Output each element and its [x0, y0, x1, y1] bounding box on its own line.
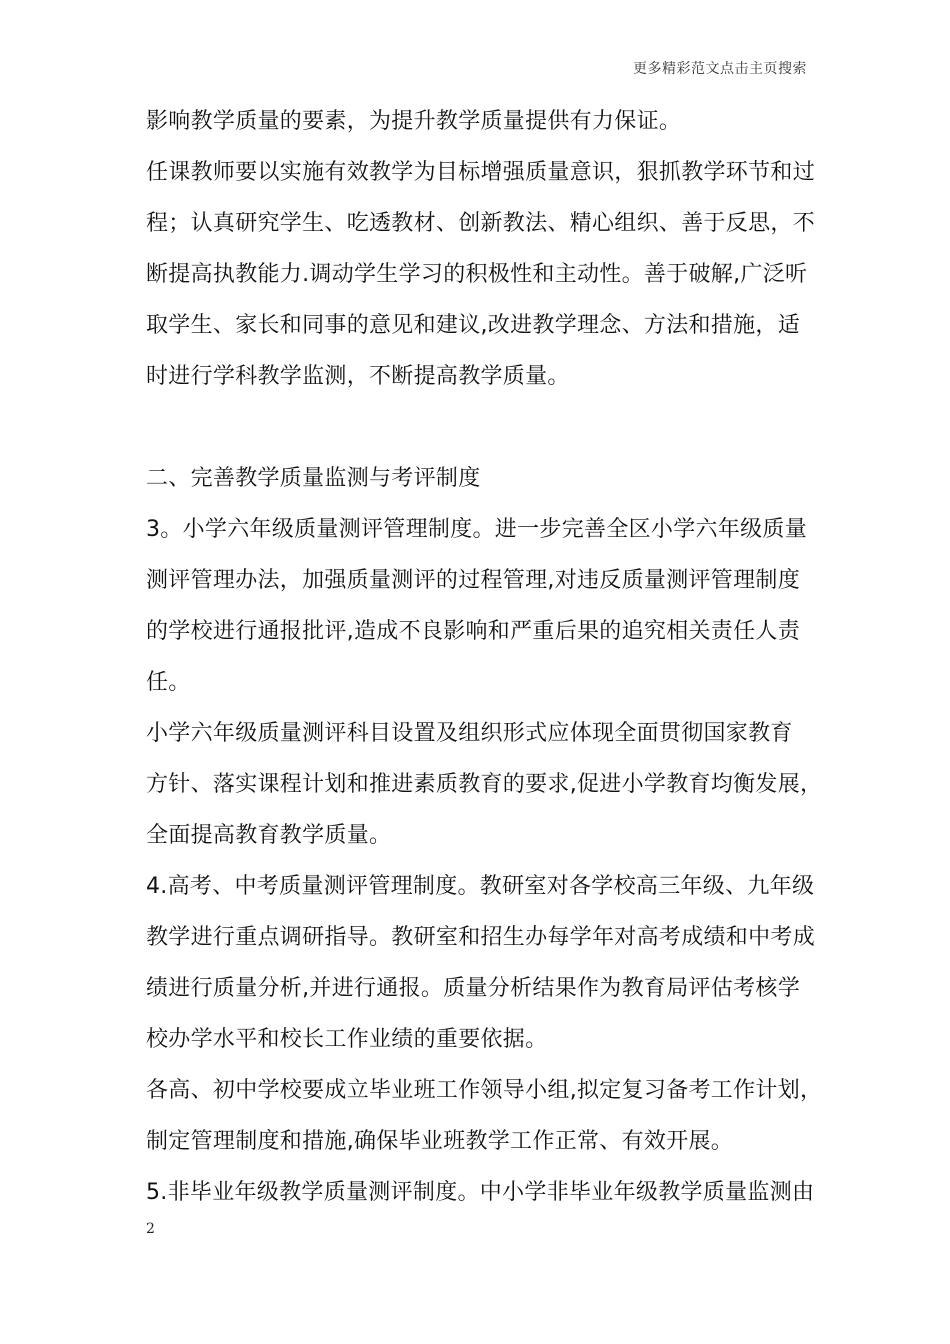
page-number: 2	[146, 1221, 155, 1237]
homepage-search-link[interactable]: 更多精彩范文点击主页搜索	[633, 61, 807, 77]
paragraph-line: 5.非毕业年级教学质量测评制度。中小学非毕业年级教学质量监测由	[146, 1180, 815, 1205]
paragraph-line: 任课教师要以实施有效教学为目标增强质量意识，狠抓教学环节和过	[146, 160, 816, 185]
paragraph-line: 断提高执教能力.调动学生学习的积极性和主动性。善于破解,广泛听	[146, 262, 808, 287]
paragraph-line: 小学六年级质量测评科目设置及组织形式应体现全面贯彻国家教育	[146, 721, 793, 746]
paragraph-line: 影响教学质量的要素，为提升教学质量提供有力保证。	[146, 109, 682, 134]
paragraph-line: 全面提高教育教学质量。	[146, 823, 392, 848]
paragraph-line: 制定管理制度和措施,确保毕业班教学工作正常、有效开展。	[146, 1129, 734, 1154]
paragraph-line: 任。	[146, 670, 191, 695]
paragraph-line: 教学进行重点调研指导。教研室和招生办每学年对高考成绩和中考成	[146, 925, 816, 950]
paragraph-line: 的学校进行通报批评,造成不良影响和严重后果的追究相关责任人责	[146, 619, 800, 644]
paragraph-line: 3。小学六年级质量测评管理制度。进一步完善全区小学六年级质量	[146, 517, 807, 542]
paragraph-line: 时进行学科教学监测，不断提高教学质量。	[146, 364, 570, 389]
paragraph-line: 方针、落实课程计划和推进素质教育的要求,促进小学教育均衡发展，	[146, 772, 823, 797]
section-heading: 二、完善教学质量监测与考评制度	[146, 466, 481, 491]
paragraph-line: 4.高考、中考质量测评管理制度。教研室对各学校高三年级、九年级	[146, 874, 815, 899]
paragraph-line: 测评管理办法，加强质量测评的过程管理,对违反质量测评管理制度	[146, 568, 800, 593]
paragraph-line: 绩进行质量分析,并进行通报。质量分析结果作为教育局评估考核学	[146, 976, 800, 1001]
paragraph-line: 校办学水平和校长工作业绩的重要依据。	[146, 1027, 548, 1052]
document-body	[146, 96, 826, 1218]
paragraph-line: 各高、初中学校要成立毕业班工作领导小组,拟定复习备考工作计划，	[146, 1078, 823, 1103]
paragraph-line: 取学生、家长和同事的意见和建议,改进教学理念、方法和措施，适	[146, 313, 800, 338]
section-gap	[146, 402, 826, 453]
paragraph-line: 程；认真研究学生、吃透教材、创新教法、精心组织、善于反思，不	[146, 211, 816, 236]
